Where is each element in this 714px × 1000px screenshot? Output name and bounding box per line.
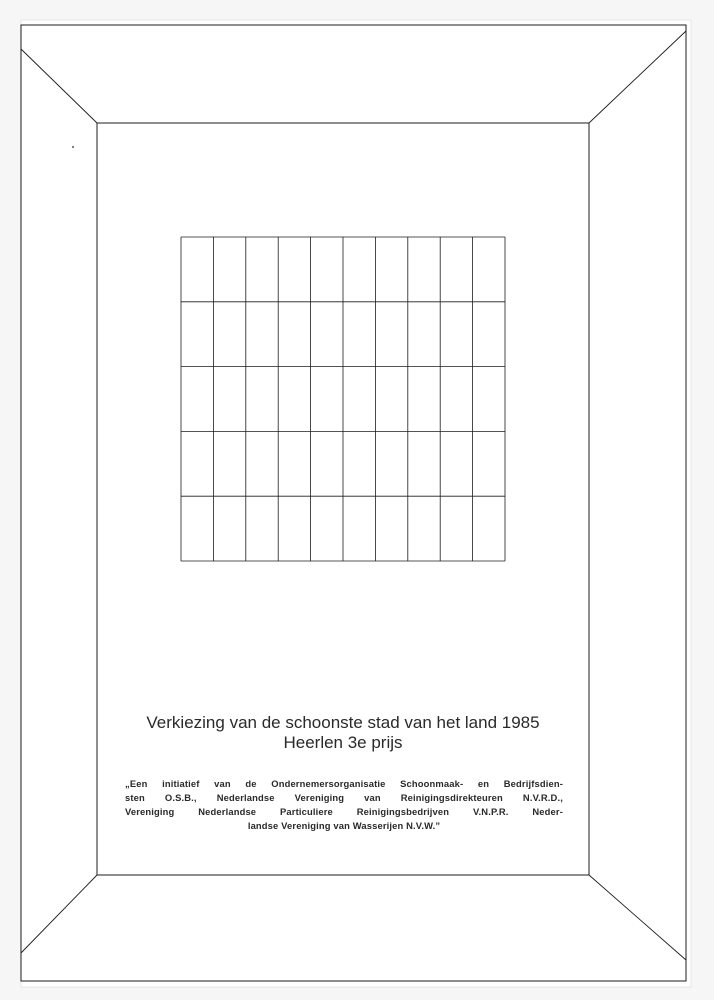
description-line: sten O.S.B., Nederlandse Vereniging van Reinigingsdirekteuren N.V.R.D., <box>125 792 563 803</box>
title-line-2: Heerlen 3e prijs <box>283 733 403 752</box>
description-text <box>125 777 563 833</box>
title-line-1: Verkiezing van de schoonste stad van het land 1985 <box>146 713 540 732</box>
ink-speck <box>64 907 66 909</box>
ink-speck <box>72 146 74 148</box>
paper <box>21 20 691 987</box>
description-line: Vereniging Nederlandse Particuliere Reinigingsbedrijven V.N.P.R. Neder- <box>125 806 563 817</box>
description-line: „Een initiatief van de Ondernemersorganisatie Schoonmaak- en Bedrijfsdien- <box>125 778 563 789</box>
description-line: landse Vereniging van Wasserijen N.V.W.” <box>247 820 441 831</box>
